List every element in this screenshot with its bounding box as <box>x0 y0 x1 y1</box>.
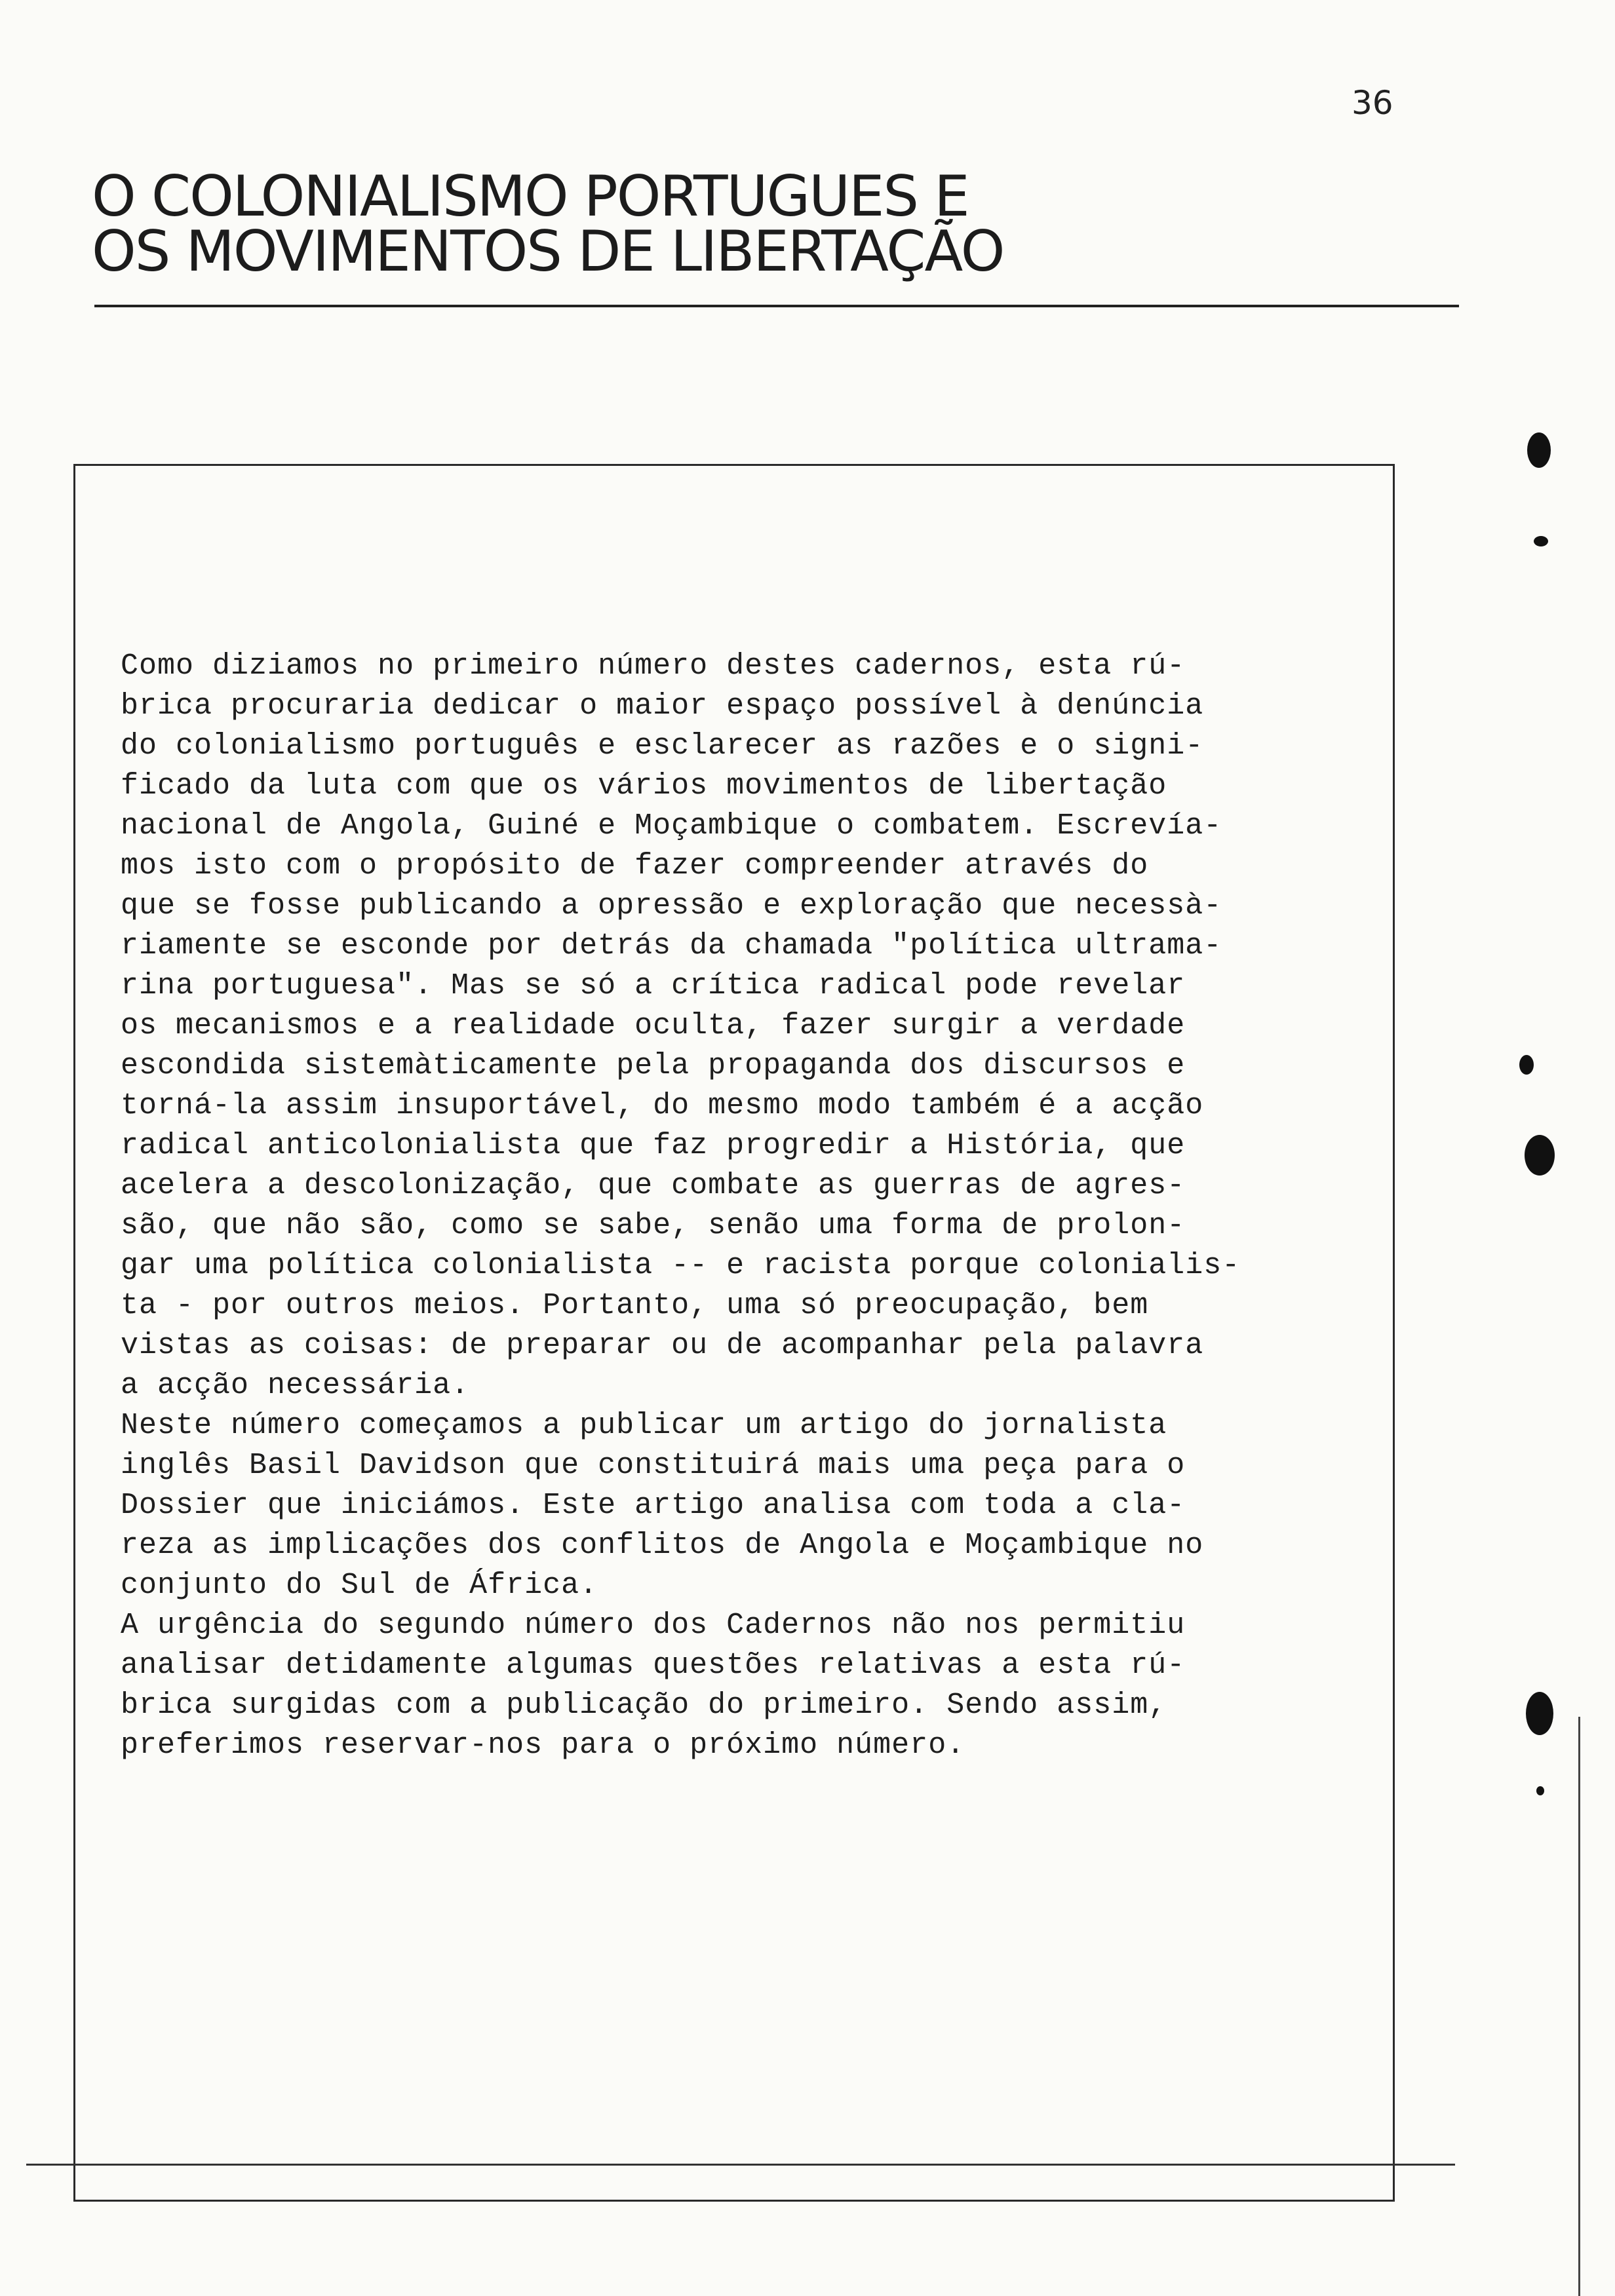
text-line: são, que não são, como se sabe, senão uma forma de prolon- <box>121 1209 1186 1242</box>
text-line: brica surgidas com a publicação do primeiro. Sendo assim, <box>121 1689 1167 1722</box>
punch-hole-mark <box>1534 536 1548 546</box>
page-edge-line <box>1578 1717 1580 2296</box>
punch-hole-mark <box>1527 432 1551 468</box>
bottom-rule <box>26 2164 1455 2166</box>
punch-hole-mark <box>1536 1786 1544 1795</box>
text-line: reza as implicações dos conflitos de Angola e Moçambique no <box>121 1529 1204 1562</box>
text-line: torná-la assim insuportável, do mesmo modo também é a acção <box>121 1089 1204 1122</box>
text-line: inglês Basil Davidson que constituirá mais uma peça para o <box>121 1449 1186 1482</box>
text-line: ficado da luta com que os vários movimentos de libertação <box>121 769 1167 803</box>
title-line-2: OS MOVIMENTOS DE LIBERTAÇÃO <box>92 219 1004 284</box>
text-line: vistas as coisas: de preparar ou de acompanhar pela palavra <box>121 1329 1204 1362</box>
text-line: a acção necessária. <box>121 1369 470 1402</box>
text-line: A urgência do segundo número dos Cadernos não nos permitiu <box>121 1609 1186 1642</box>
punch-hole-mark <box>1519 1055 1534 1075</box>
title-line-1: O COLONIALISMO PORTUGUES E <box>92 164 969 229</box>
text-line: riamente se esconde por detrás da chamada "política ultrama- <box>121 929 1222 963</box>
article-title <box>92 164 1004 284</box>
page-number: 36 <box>1352 84 1393 122</box>
text-line: gar uma política colonialista -- e racista porque colonialis- <box>121 1249 1241 1282</box>
paragraph-3 <box>121 1605 1366 1765</box>
text-line: Neste número começamos a publicar um artigo do jornalista <box>121 1409 1167 1442</box>
text-line: preferimos reservar-nos para o próximo número. <box>121 1729 965 1762</box>
text-line: ta - por outros meios. Portanto, uma só preocupação, bem <box>121 1289 1149 1322</box>
text-line: mos isto com o propósito de fazer compreender através do <box>121 849 1149 883</box>
punch-hole-mark <box>1526 1692 1553 1735</box>
text-line: Como diziamos no primeiro número destes cadernos, esta rú- <box>121 649 1186 683</box>
text-line: os mecanismos e a realidade oculta, fazer surgir a verdade <box>121 1009 1186 1043</box>
punch-hole-mark <box>1525 1135 1555 1176</box>
text-line: radical anticolonialista que faz progredir a História, que <box>121 1129 1186 1162</box>
text-line: do colonialismo português e esclarecer as razões e o signi- <box>121 729 1204 763</box>
article-body <box>121 646 1366 1765</box>
text-line: conjunto do Sul de África. <box>121 1569 598 1602</box>
paragraph-1 <box>121 646 1366 1406</box>
paragraph-2 <box>121 1406 1366 1605</box>
title-underline <box>94 305 1459 307</box>
text-line: brica procuraria dedicar o maior espaço possível à denúncia <box>121 689 1204 723</box>
text-line: acelera a descolonização, que combate as guerras de agres- <box>121 1169 1186 1202</box>
text-line: que se fosse publicando a opressão e exploração que necessà- <box>121 889 1222 923</box>
text-line: nacional de Angola, Guiné e Moçambique o combatem. Escrevía- <box>121 809 1222 843</box>
text-line: rina portuguesa". Mas se só a crítica radical pode revelar <box>121 969 1186 1003</box>
text-line: analisar detidamente algumas questões relativas a esta rú- <box>121 1649 1186 1682</box>
text-line: Dossier que iniciámos. Este artigo analisa com toda a cla- <box>121 1489 1186 1522</box>
text-line: escondida sistemàticamente pela propaganda dos discursos e <box>121 1049 1186 1082</box>
